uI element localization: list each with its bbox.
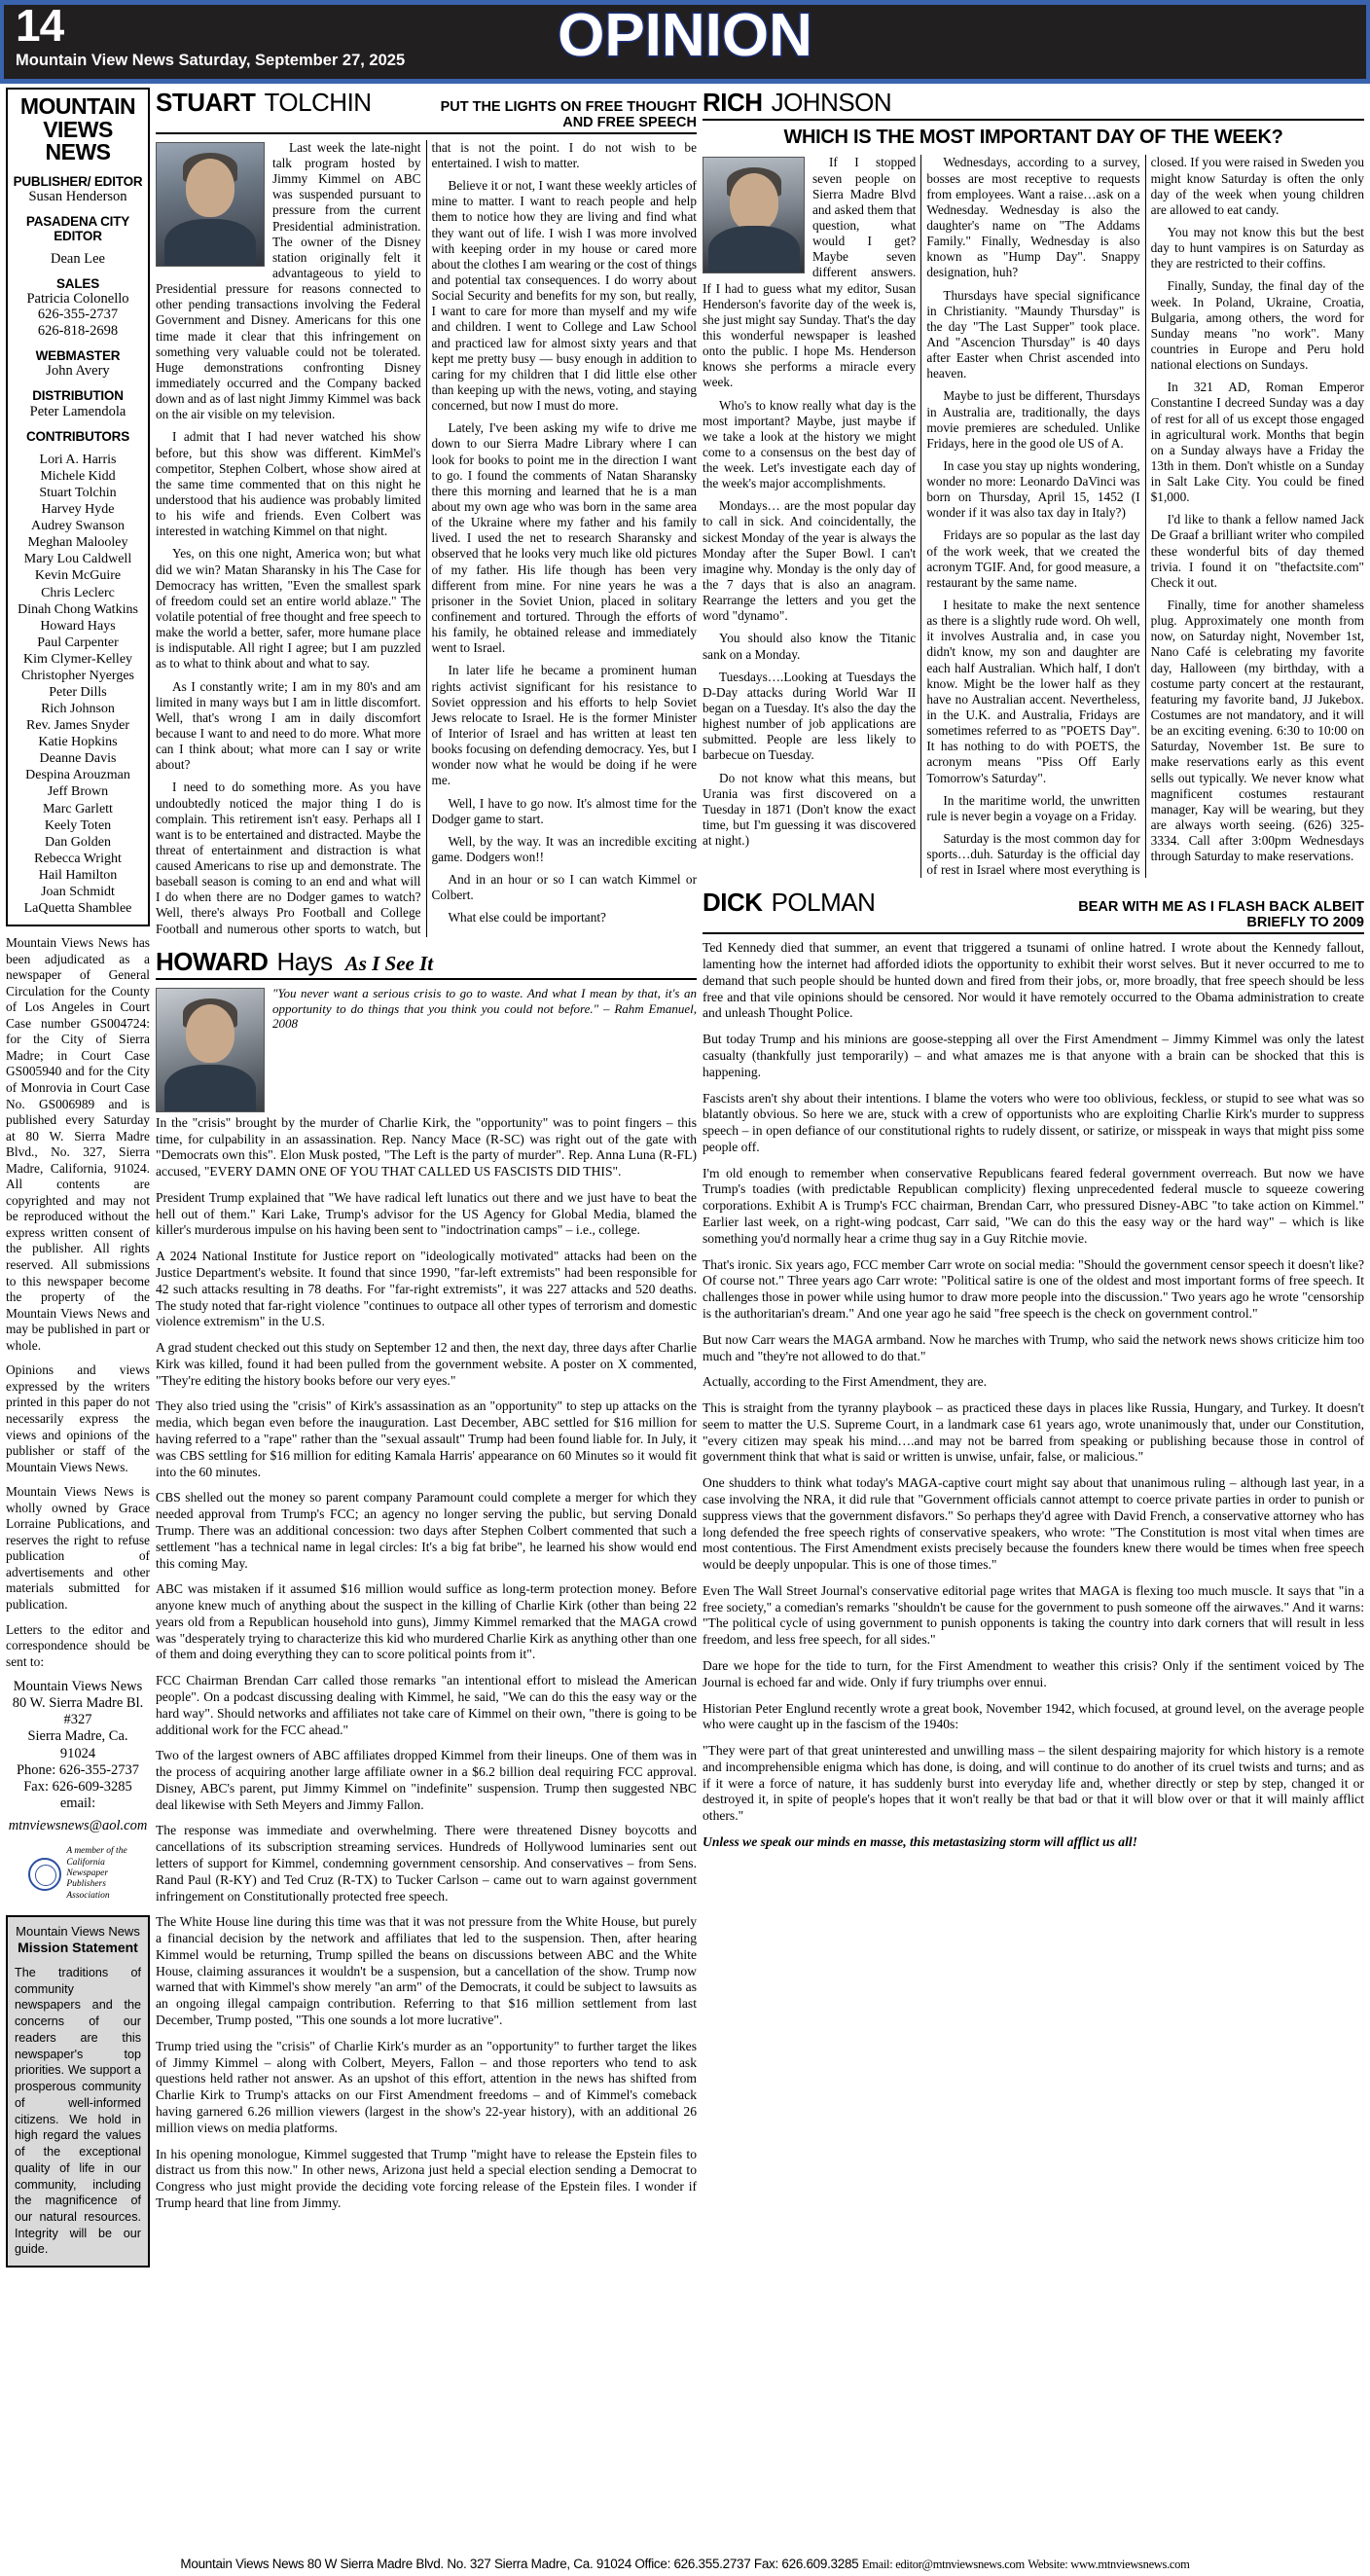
article-paragraph: As I constantly write; I am in my 80's and am limited in many ways but I am in little discomfort. Well, that's wrong I am in daily discomfort because I want to and need to do more. What more can I think about; what more can I say or write about? xyxy=(156,678,421,773)
legal-notice xyxy=(6,935,150,1670)
article-paragraph: Historian Peter Englund recently wrote a great book, November 1942, which focused, at ground level, on the average people who were caught up in the fascism of the 1940s: xyxy=(703,1700,1364,1732)
contributor-name: Audrey Swanson xyxy=(30,519,126,534)
article-paragraph: In 321 AD, Roman Emperor Constantine I decreed Sunday was a day of rest for all of us except those engaged in agricultural work. Months that begin on a Sunday always have a Friday the 13th in them. Don't whistle on a Sunday in Salt Lake City. You could be fined $1,000. xyxy=(1150,380,1364,505)
staff-name-publisher: Susan Henderson xyxy=(28,189,127,205)
article-paragraph: Actually, according to the First Amendment, they are. xyxy=(703,1374,988,1390)
right-column xyxy=(703,88,1364,2546)
contributor-name: Rich Johnson xyxy=(41,702,115,717)
article-paragraph: Opinions and views expressed by the writers printed in this paper do not necessarily express the views and opinions of the publisher or staff of the Mountain Views News. xyxy=(6,1362,150,1474)
headline-polman: BEAR WITH ME AS I FLASH BACK ALBEIT BRIEFLY TO 2009 xyxy=(1078,899,1364,931)
portrait-tolchin xyxy=(156,142,265,267)
article-paragraph: Fridays are so popular as the last day of the work week, that we created the acronym TGIF. And, for good measure, a restaurant by the same name. xyxy=(926,527,1140,590)
portrait-head xyxy=(186,1004,234,1063)
article-paragraph: This is straight from the tyranny playbook – as practiced these days in places like Russia, Hungary, and Turkey. It doesn't seem to matter the U.S. Supreme Court, in a landmark case 61 years ago, wrote unanimously that, under our Constitution, "every citizen may speak his mind….and may not be barred from speaking or publishing because those in control of government think that what is said or written is unwise, unfair, false, or malicious." xyxy=(703,1400,1364,1465)
address-line: 91024 xyxy=(59,1745,96,1761)
article-paragraph: I'm old enough to remember when conservative Republicans feared federal government overreach. But now we have Trump's toadies (with predictable Republican complicity) flexing unprecedented federal muscle to squeeze cowering corporations. Exhibit A is Trump's FCC chairman, Brendan Carr, who pressured Disney-ABC "to take action on Kimmel." Earlier last week, on a right-wing podcast, Carr said, "We can do this the easy way or the hard way" – which is like something you'd normally hear a crime thug say in a Guy Ritchie movie. xyxy=(703,1165,1364,1246)
cnpa-membership xyxy=(6,1846,150,1902)
article-paragraph: Trump tried using the "crisis" of Charlie Kirk's murder as an "opportunity" to further target the likes of Jimmy Kimmel – along with Colbert, Meyers, Fallon – and those reporters who tend to ask questions held rather not answer. As an upshot of this effort, attention in the news has shifted from Charlie Kirk to Trump's attacks on our First Amendment freedoms – and of Kimmel's comeback having garnered 6.26 million viewers (largest in the show's 22-year history), with an additional 26 million views on media platforms. xyxy=(156,2038,697,2135)
staff-role-webmaster: WEBMASTER xyxy=(35,347,121,363)
contributor-name: Hail Hamilton xyxy=(38,867,118,883)
portrait-head xyxy=(730,173,778,232)
article-paragraph: "They were part of that great uninterested and unwilling mass – the silent despairing majority for which history is a remote and incomprehensible enigma which has done, is doing, and will continue to do another of its cruel twists and turns; and as if it were a force of nature, it has suddenly burst into everyday life and, whether directly or step by step, changed it or destroyed it, in spite of people's hopes that it won't really be that bad or that it will blow over or that it will mainly afflict others." xyxy=(703,1743,1364,1824)
mission-heading-line-1: Mountain Views News xyxy=(16,1924,140,1940)
article-paragraph: If I stopped seven people on Sierra Madre Blvd and asked them that question, what would I get? Maybe seven different answers. If I had to guess what my editor, Susan Henderson's favorite day of the week is, she just might say Sunday. That's the day this wonderful newspaper is leashed onto the public. I hope Ms. Henderson knows she performs a miracle every week. xyxy=(703,155,917,390)
staff-role-city-editor xyxy=(13,215,143,242)
article-paragraph: The response was immediate and overwhelming. There were threatened Disney boycotts and cancellations of its subscription streaming services. Hundreds of Hollywood luminaries sent out letters of support for Kimmel, condemning government censorship. And conservatives – from Sens. Rand Paul (R-KY) and Ted Cruz (R-TX) to Tucker Carlson – came out to warn against government infringement on Constitutionally protected free speech. xyxy=(156,1823,697,1904)
publication-title-line-2: VIEWS xyxy=(43,116,113,142)
body-johnson xyxy=(703,155,1364,878)
article-paragraph: Finally, Sunday, the final day of the week. In Poland, Ukraine, Croatia, Bulgaria, among others, the word for Sunday means "no work". Many countries in Europe and Peru hold national elections on Sundays. xyxy=(1150,278,1364,373)
article-paragraph: Do not know what this means, but Urania was first discovered on a Tuesday in 1871 (Don't know the exact time, but I'm guessing it was discovered at night.) xyxy=(703,770,917,849)
article-paragraph: Ted Kennedy died that summer, an event that triggered a tsunami of online hatred. I wrote about the Kennedy fallout, lamenting how the internet had afforded idiots the opportunity to exhibit their worst selves. But it never occurred to me to demand that such people should be hunted down and fired from their jobs, or, more broadly, that free speech should be less free and that vile opinions should be censored. Nor would it have remotely occurred to the Obama administration to create and unleash Thought Police. xyxy=(703,940,1364,1021)
middle-column xyxy=(156,88,697,2546)
cnpa-seal-icon xyxy=(28,1858,61,1891)
mailing-address xyxy=(6,1679,150,1812)
article-hays xyxy=(156,947,697,2212)
cnpa-line: Publishers xyxy=(66,1879,106,1890)
byline-hays-last: Hays xyxy=(276,946,333,976)
staff-name-webmaster: John Avery xyxy=(46,363,110,380)
contributor-name: Kim Clymer-Kelley xyxy=(22,651,133,667)
contributor-name: Katie Hopkins xyxy=(38,735,118,750)
portrait-body xyxy=(708,226,800,273)
sales-phone-2: 626-818-2698 xyxy=(37,322,119,339)
staff-role-distribution: DISTRIBUTION xyxy=(32,388,124,404)
byline-tolchin xyxy=(156,88,697,134)
portrait-head xyxy=(186,159,234,217)
contributor-name: Stuart Tolchin xyxy=(39,486,117,501)
article-paragraph: CBS shelled out the money so parent company Paramount could complete a merger for which they needed approval from Trump's FCC; an agency no longer serving the public, but serving Donald Trump. There was an additional concession: two days after Stephen Colbert commented that such a settlement "has a technical name in legal circles: It's a big fat bribe", he learned his show would end this coming May. xyxy=(156,1490,697,1571)
article-paragraph: You should also know the Titanic sank on a Monday. xyxy=(703,631,917,662)
byline-polman-first: DICK xyxy=(703,888,763,918)
contact-email xyxy=(6,1818,150,1834)
address-line: Phone: 626-355-2737 xyxy=(16,1761,140,1778)
article-paragraph: In his opening monologue, Kimmel suggested that Trump "might have to release the Epstein files to distract us from this now." In other news, Arizona just held a special election sending a Democrat to Congress who just might provide the deciding vote forcing release of the Epstein files. I wonder if Trump heard that line from Jimmy. xyxy=(156,2146,697,2210)
cnpa-line: Association xyxy=(66,1890,110,1901)
article-paragraph: FCC Chairman Brendan Carr called those remarks "an intentional effort to mislead the American people". On a podcast discussing dealing with Kimmel, he said, "We can do this the easy way or the hard way". Should networks and affiliates not take care of Kimmel on their own, "there is going to be additional work for the FCC ahead." xyxy=(156,1673,697,1737)
address-line: email: xyxy=(59,1795,96,1811)
article-paragraph: Maybe to just be different, Thursdays in Australia are, traditionally, the days movie premieres are scheduled. Unlike Fridays, here in the good ole US of A. xyxy=(926,388,1140,451)
body-tolchin xyxy=(156,140,697,937)
article-paragraph: I admit that I had never watched his show before, but this show was different. KimMel's competitor, Stephen Colbert, whose show aired at the same time commented that on this night he understood that his audience was probably limited to his wife and friends. Even Colbert was interested in watching Kimmel on that night. xyxy=(156,429,421,539)
contributor-name: Peter Dills xyxy=(49,685,107,700)
article-paragraph: In later life he became a prominent human rights activist significant for his resistance to Soviet oppression and his efforts to help Soviet Jews relocate to Israel. He is the former Minister of Interior of Israel and has written at least ten books focusing on defending democracy. Yes, but I wonder now what he would be doing if he were me. xyxy=(431,663,697,788)
contributor-name: Dinah Chong Watkins xyxy=(18,601,138,617)
mission-heading-line-2: Mission Statement xyxy=(18,1940,138,1956)
sales-phone-1: 626-355-2737 xyxy=(37,307,119,323)
email-address: mtnviewsnews@aol.com xyxy=(8,1818,148,1834)
article-tolchin xyxy=(156,88,697,937)
article-paragraph: Saturday is the most common day for sports…duh. Saturday is the official day of rest in Israel where most everything is closed. If you were raised in Sweden you might know Saturday is often the only day of the week when young children are allowed to eat candy. xyxy=(926,155,1364,878)
footer-website: Website: www.mtnviewsnews.com xyxy=(1028,2558,1190,2571)
byline-hays-column-name: As I See It xyxy=(344,951,434,975)
article-paragraph: Unless we speak our minds en masse, this metastasizing storm will afflict us all! xyxy=(703,1834,1137,1850)
article-paragraph: Well, by the way. It was an incredible exciting game. Dodgers won!! xyxy=(431,833,697,864)
cnpa-line: California xyxy=(66,1857,105,1868)
headline-johnson: WHICH IS THE MOST IMPORTANT DAY OF THE WEEK? xyxy=(783,127,1283,148)
article-paragraph: And in an hour or so I can watch Kimmel or Colbert. xyxy=(431,872,697,903)
article-paragraph: Mountain Views News has been adjudicated as a newspaper of General Circulation for the County of Los Angeles in Court Case number GS004724: for the City of Sierra Madre; in Court Case GS005940 and for the City of Monrovia in Court Case No. GS006989 and is published every Saturday at 80 W. Sierra Madre Blvd., No. 327, Sierra Madre, California, 91024. All contents are copyrighted and may not be reproduced without the express written consent of the publisher. All rights reserved. All submissions to this newspaper become the property of the Mountain Views News and may be published in part or whole. xyxy=(6,935,150,1353)
article-paragraph: ABC was mistaken if it assumed $16 million would suffice as long-term protection money. Before anyone knew much of anything about the suspect in the killing of Charlie Kirk (other than being 22 years old from a Republican household into guns), Jimmy Kimmel remarked that the MAGA crowd was "desperately trying to characterize this kid who murdered Charlie Kirk as anything other than one of them and doing everything they can to score political points from it". xyxy=(156,1581,697,1662)
publication-title xyxy=(13,95,143,164)
article-paragraph: In case you stay up nights wondering, wonder no more: Leonardo DaVinci was born on Thursday, April 15, 1452 (I wonder if it was also tax day in Italy?) xyxy=(926,457,1140,521)
pullquote-hays: "You never want a serious crisis to go to waste. And what I mean by that, it's an opportunity to do things that you think you could not before." – Rahm Emanuel, 2008 xyxy=(272,985,697,1032)
article-paragraph: Mondays… are the most popular day to call in sick. And coincidentally, the sickest Monday of the year is always the Monday after the Super Bowl. I can't imagine why. Monday is the only day of the 7 days that is also an anagram. Rearrange the letters and you get the word "dynamo". xyxy=(703,498,917,624)
contributor-name: Joan Schmidt xyxy=(41,884,115,899)
article-paragraph: Even The Wall Street Journal's conservative editorial page writes that MAGA is flexing too much muscle. It says that "in a free society," a comedian's remarks "shouldn't be cause for the government to push someone off the airwaves." And it warns: "The political cycle of using government to punish opponents is taking the country into dark corners that will result in less freedom, and less free speech, for all sides." xyxy=(703,1582,1364,1648)
footer-email: Email: editor@mtnviewsnews.com xyxy=(861,2558,1025,2571)
headline-tolchin: PUT THE LIGHTS ON FREE THOUGHT AND FREE SPEECH xyxy=(440,99,697,130)
article-johnson xyxy=(703,88,1364,878)
article-paragraph: Who's to know really what day is the most important? Maybe, just maybe if we take a look at the history we might come to a consensus on the best day of the week. Let's investigate each day of the week's major accomplishments. xyxy=(703,397,917,491)
article-paragraph: You may not know this but the best day to hunt vampires is on Saturday as they are restricted to their coffins. xyxy=(1150,224,1364,272)
contributor-name: Mary Lou Caldwell xyxy=(23,552,132,567)
article-paragraph: But now Carr wears the MAGA armband. Now he marches with Trump, who said the network news shows criticize him too much and "they're not allowed to do that." xyxy=(703,1331,1364,1363)
address-line: 80 W. Sierra Madre Bl. xyxy=(12,1695,144,1712)
article-paragraph: Fascists aren't shy about their intentions. I blame the voters who were too oblivious, feckless, or stupid to see what was so blatantly obvious. So here we are, stuck with a crew of opportunists who are exploiting Charlie Kirk's murder to suppress speech – in open defiance of our constitutional rights to rudely dissent, or satirize, or misspeak in ways that might piss some people off. xyxy=(703,1090,1364,1154)
publication-title-line-1: MOUNTAIN xyxy=(19,93,136,119)
article-paragraph: In the "crisis" brought by the murder of Charlie Kirk, the "opportunity" was to point fingers – this time, for culpability in an assassination. Rep. Nancy Mace (R-SC) was right out of the gate with "Democrats own this". Elon Musk posted, "The Left is the party of murder". Rep. Anna Luna (R-FL) accused, "EVERY DAMN ONE OF YOU THAT CALLED US FASCISTS DID THIS". xyxy=(156,1114,697,1179)
contributor-name: Rebecca Wright xyxy=(34,851,122,866)
contributor-name: Meghan Malooley xyxy=(27,535,128,551)
page-number: 14 xyxy=(16,0,64,51)
cnpa-line: A member of the xyxy=(66,1846,127,1857)
contributor-name: Keely Toten xyxy=(44,817,112,833)
footer-address: Mountain Views News 80 W Sierra Madre Blvd. No. 327 Sierra Madre, Ca. 91024 Office: 626.355.2737 Fax: 626.609.3285 xyxy=(180,2557,859,2571)
byline-tolchin-first: STUART xyxy=(156,88,256,117)
contributors-list xyxy=(13,452,143,917)
contributor-name: Despina Arouzman xyxy=(25,768,130,783)
article-paragraph: Mountain Views News is wholly owned by Grace Lorraine Publications, and reserves the right to refuse publication of advertisements and other materials submitted for publication. xyxy=(6,1484,150,1612)
contributor-name: Rev. James Snyder xyxy=(25,718,130,734)
contributor-name: LaQuetta Shamblee xyxy=(23,901,132,917)
contributor-name: Deanne Davis xyxy=(39,751,117,767)
article-paragraph: Dare we hope for the tide to turn, for the First Amendment to weather this crisis? Only if the sentiment voiced by The Journal is echoed far and wide. Only if fury triumphs over ennui. xyxy=(703,1658,1364,1689)
article-paragraph: Lately, I've been asking my wife to drive me down to our Sierra Madre Library where I can look for books to point me in the direction I want to go. I found the comments of Natan Sharansky there this morning and learned that he is a man about my own age who was born in the same area of the Ukraine where my father and his family lived. I used the net to research Sharansky and observed that he looks very much like old pictures of my father. His life though has been very different from mine. For nine years he was a prisoner in the Soviet Union, placed in solitary confinement and tortured. Through the efforts of his family, he obtained release and immediately went to Israel. xyxy=(431,420,697,656)
masthead-dateline: Mountain View News Saturday, September 27, 2025 xyxy=(16,52,406,69)
article-paragraph: In the maritime world, the unwritten rule is never begin a voyage on a Friday. xyxy=(926,792,1140,823)
publication-title-line-3: NEWS xyxy=(45,139,111,165)
portrait-johnson xyxy=(703,157,805,273)
body-polman xyxy=(703,940,1364,1851)
portrait-hays xyxy=(156,988,265,1112)
portrait-body xyxy=(164,219,256,267)
byline-tolchin-last: TOLCHIN xyxy=(264,88,372,117)
article-paragraph: What else could be important? xyxy=(448,910,606,925)
contributor-name: Paul Carpenter xyxy=(37,635,119,650)
article-paragraph: Tuesdays….Looking at Tuesdays the D-Day attacks during World War II began on a Tuesday. It's also the day the highest number of job applications are submitted. People are less likely to barbecue on Tuesday. xyxy=(703,669,917,763)
contributor-name: Lori A. Harris xyxy=(39,452,117,467)
article-paragraph: They also tried using the "crisis" of Kirk's assassination as an "opportunity" to step up attacks on the media, which began even before the inauguration. Last December, ABC settled for $16 million for having referred to a "rape" rather than the "sexual assault" Trump had been found liable for. In July, it was CBS settling for $16 million for editing Kamala Harris' appearance on 60 Minutes so it would fit into the 60 minutes. xyxy=(156,1398,697,1479)
byline-polman-last: POLMAN xyxy=(771,888,876,918)
article-paragraph: Two of the largest owners of ABC affiliates dropped Kimmel from their lineups. One of them was in the process of acquiring another large affiliate owner in a $6.2 billion deal requiring FCC approval. Disney, ABC's parent, put Jimmy Kimmel on "indefinite" suspension. Trump then suggested NBC deal likewise with Seth Meyers and Jimmy Fallon. xyxy=(156,1748,697,1812)
article-paragraph: Last week the late-night talk program hosted by Jimmy Kimmel on ABC was suspended pursuant to pressure from the current Presidential administration. The owner of the Disney station originally felt it advantageous to yield to Presidential pressure for reasons connected to other pending transactions involving the Federal Government and Disney. Americans for this one time made it clear that this infringement on something very valuable could not be tolerated. Huge demonstrations confronting Disney immediately occurred and the Company backed down and as of last night Jimmy Kimmel was back on the air visible on my television. xyxy=(156,139,421,422)
byline-polman xyxy=(703,888,1364,934)
byline-johnson-last: JOHNSON xyxy=(771,88,892,117)
byline-hays xyxy=(156,947,697,980)
staff-role-sales: SALES xyxy=(55,276,99,292)
mission-heading xyxy=(15,1925,141,1956)
page-masthead xyxy=(0,0,1370,84)
cnpa-line: Newspaper xyxy=(66,1868,109,1878)
staff-name-city-editor: Dean Lee xyxy=(51,250,105,267)
contributor-name: Harvey Hyde xyxy=(41,502,115,518)
article-paragraph: That's ironic. Six years ago, FCC member Carr wrote on social media: "Should the government censor speech it doesn't like? Of course not." Three years ago Carr wrote: "Political satire is one of the oldest and most important forms of free speech. It challenges those in power while using humor to draw more people into the discussion." Two years ago he wrote "censorship is the authoritarian's dream." And one year ago he said "free speech is the check on government control." xyxy=(703,1256,1364,1321)
contributor-name: Christopher Nyerges xyxy=(21,668,134,683)
address-line: Mountain Views News xyxy=(13,1679,143,1695)
staff-role-publisher: PUBLISHER/ EDITOR xyxy=(13,174,143,190)
article-paragraph: Believe it or not, I want these weekly articles of mine to matter. I want to reach people and help them to notice how they are living and find what they want out of life. I wish I was more involved with keeping order in my house or cared more about the clothes I am wearing or the cost of things and potential tax consequences. I do worry about Social Security and benefits for my son, but really, I want to care for more than myself and my wife and children. I went to College and Law School and practiced law for almost sixty years and that kept me pretty busy — busy enough in addition to caring for my children that I did little else other than keeping up with the news, voting, and staying concerned, but now I must do more. xyxy=(431,178,698,414)
contributor-name: Dan Golden xyxy=(44,834,112,850)
page-grid xyxy=(0,84,1370,2546)
mission-statement-box xyxy=(6,1915,150,2268)
article-paragraph: Well, I have to go now. It's almost time for the Dodger game to start. xyxy=(431,795,697,826)
portrait-body xyxy=(164,1065,256,1112)
article-paragraph: Wednesdays, according to a survey, bosses are most receptive to requests from employees. Want a raise…ask on a Wednesday. Wednesday is also the daughter's name on "The Addams Family." Finally, Wednesday is also known as "Hump Day". Snappy designation, huh? xyxy=(926,155,1140,280)
contributor-name: Marc Garlett xyxy=(43,801,113,816)
article-paragraph: One shudders to think what today's MAGA-captive court might say about that unanimous ruling – although last year, in a case involving the NRA, it did rule that "Government officials cannot attempt to coerce private parties in order to punish or suppress views that the government disfavors." So perhaps they'd agree with David French, a conservative attorney who has long defended the free speech rights of conservative speakers, who wrote: "The Constitution is most vital when times are most contentious. The First Amendment exists precisely because the founders knew there would be times when free speech would be deeply unpopular. This is one of those times." xyxy=(703,1475,1364,1573)
byline-hays-first: HOWARD xyxy=(156,946,269,976)
contributor-name: Kevin McGuire xyxy=(34,568,122,584)
contributor-name: Michele Kidd xyxy=(40,468,116,484)
contributor-name: Howard Hays xyxy=(40,618,116,634)
page-footer xyxy=(0,2557,1370,2572)
publication-info-box xyxy=(6,88,150,926)
byline-johnson xyxy=(703,88,1364,121)
article-paragraph: Finally, time for another shameless plug. Approximately one month from now, on Saturday night, November 1st, Nano Café is celebrating my favorite day, Halloween (my birthday, with a costume party concert at the restaurant, featuring my favorite band, JJ Jukebox. Costumes are not mandatory, and it will be an exciting evening. 6:30 to 10:00 on Saturday, November 1st. Be sure to make reservations early as this event sells out typically. We never know what magnificent costumes restaurant manager, Kay will be wearing, but they are always worth seeing. (626) 325-3334. Call after 3:00pm Wednesdays through Saturday to make reservations. xyxy=(1150,598,1364,864)
mission-body: The traditions of community newspapers and the concerns of our readers are this newspaper's top priorities. We support a prosperous community of well-informed citizens. We hold in high regard the values of the exceptional quality of life in our community, including the magnificence of our natural resources. Integrity will be our guide. xyxy=(15,1965,141,2257)
article-paragraph: A grad student checked out this study on September 12 and then, the next day, three days after Charlie Kirk was killed, found it had been pulled from the government website. A poster on X commented, "They're editing the history books before our very eyes." xyxy=(156,1340,697,1388)
article-paragraph: The White House line during this time was that it was not pressure from the White House, but purely a financial decision by the network and affiliates that led to the suspension. Then, after hearing Kimmel would be returning, Trump spilled the beans on discussions between ABC and the White House, claiming assurances it wouldn't be a suspension, but a cancellation of the show. Trump now warned that with Kimmel's show merely "an arm" of the Democrats, it could be subject to lawsuits as an ongoing illegal campaign contribution. Referring to that $16 million settlement from last December, Trump posted, "This one sounds a lot more lucrative". xyxy=(156,1914,697,2028)
staff-name-sales: Patricia Colonello xyxy=(26,291,129,308)
article-paragraph: I hesitate to make the next sentence as there is a slightly rude word. Oh well, it involves Australia and, in case you didn't know, my son and daughter are each half Australian. Which half, I don't know. Might be the lower half as they have no Australian accent. Nevertheless, in the U.K. and Australia, Fridays are sometimes referred to as "POETS Day". It has nothing to do with POETS, the acronym means "Piss Off Early Tomorrow's Saturday". xyxy=(926,598,1140,785)
article-paragraph: Thursdays have special significance in Christianity. "Maundy Thursday" is the day "The Last Supper" took place. And "Ascencion Thursday" is 40 days after Easter when Christ ascended into heaven. xyxy=(926,287,1140,381)
article-paragraph: President Trump explained that "We have radical left lunatics out there and we just have to beat the hell out of them." Kari Lake, Trump's advisor for the US Agency for Global Media, blamed the killer's murderous impulse on his having been sent to "indoctrination camps" – i.e., college. xyxy=(156,1189,697,1238)
address-line: Fax: 626-609-3285 xyxy=(23,1778,132,1795)
cnpa-text xyxy=(66,1846,126,1902)
section-title: OPINION xyxy=(558,2,812,69)
article-paragraph: But today Trump and his minions are goose-stepping all over the First Amendment – Jimmy Kimmel was only the latest casualty (thankfully just temporarily) – and what amazes me is that anyone with a brain can be shocked that this is happening. xyxy=(703,1032,1364,1079)
article-paragraph: Letters to the editor and correspondence should be sent to: xyxy=(6,1621,150,1669)
address-line: Sierra Madre, Ca. xyxy=(27,1728,128,1745)
staff-name-distribution: Peter Lamendola xyxy=(29,403,126,419)
contributors-label: CONTRIBUTORS xyxy=(25,428,130,444)
article-paragraph: I'd like to thank a fellow named Jack De Graaf a brilliant writer who compiled these wonderful bits of day themed trivia. I found it on "thefactsite.com" Check it out. xyxy=(1150,512,1364,590)
body-hays xyxy=(156,1115,697,2212)
contributor-name: Chris Leclerc xyxy=(41,585,115,600)
contributor-name: Jeff Brown xyxy=(47,784,109,800)
article-polman xyxy=(703,888,1364,1850)
address-line: #327 xyxy=(63,1712,92,1728)
article-paragraph: I need to do something more. As you have undoubtedly noticed the major thing I do is complain. This retirement isn't easy. Perhaps all I want is to be entertained and distracted. Maybe the threat of entertainment and distraction is what caused Americans to rise up and demonstrate. The baseball season is coming to an end and what will I do when there are no Dodger games to watch? Well, there's always Pro Football and College Football and numerous other sports to watch, but that is not the point. I do not wish to be entertained. I wish to matter. xyxy=(156,139,697,936)
sidebar-column xyxy=(6,88,150,2546)
article-paragraph: A 2024 National Institute for Justice report on "ideologically motivated" attacks had been on the Justice Department's website. It found that since 1990, "far-left extremists" had been responsible for 42 such attacks resulting in 78 deaths. For "far-right extremists", it was 227 attacks and 520 deaths. The study noted that far-right violence "continues to outpace all other types of terrorism and domestic violence extremism" in the U.S. xyxy=(156,1249,697,1329)
article-paragraph: Yes, on this one night, America won; but what did we win? Matan Sharansky in his The Case for Democracy has written, "Even the smallest spark of freedom could set an entire world ablaze." The volatile potential of free thought and free speech to make the world a better, safer, more humane place is indisputable. All right I agree; but I am puzzled as to what to think about and what to say. xyxy=(156,546,421,671)
staff-role-city-editor-text: PASADENA CITY EDITOR xyxy=(25,214,130,243)
byline-johnson-first: RICH xyxy=(703,88,763,117)
